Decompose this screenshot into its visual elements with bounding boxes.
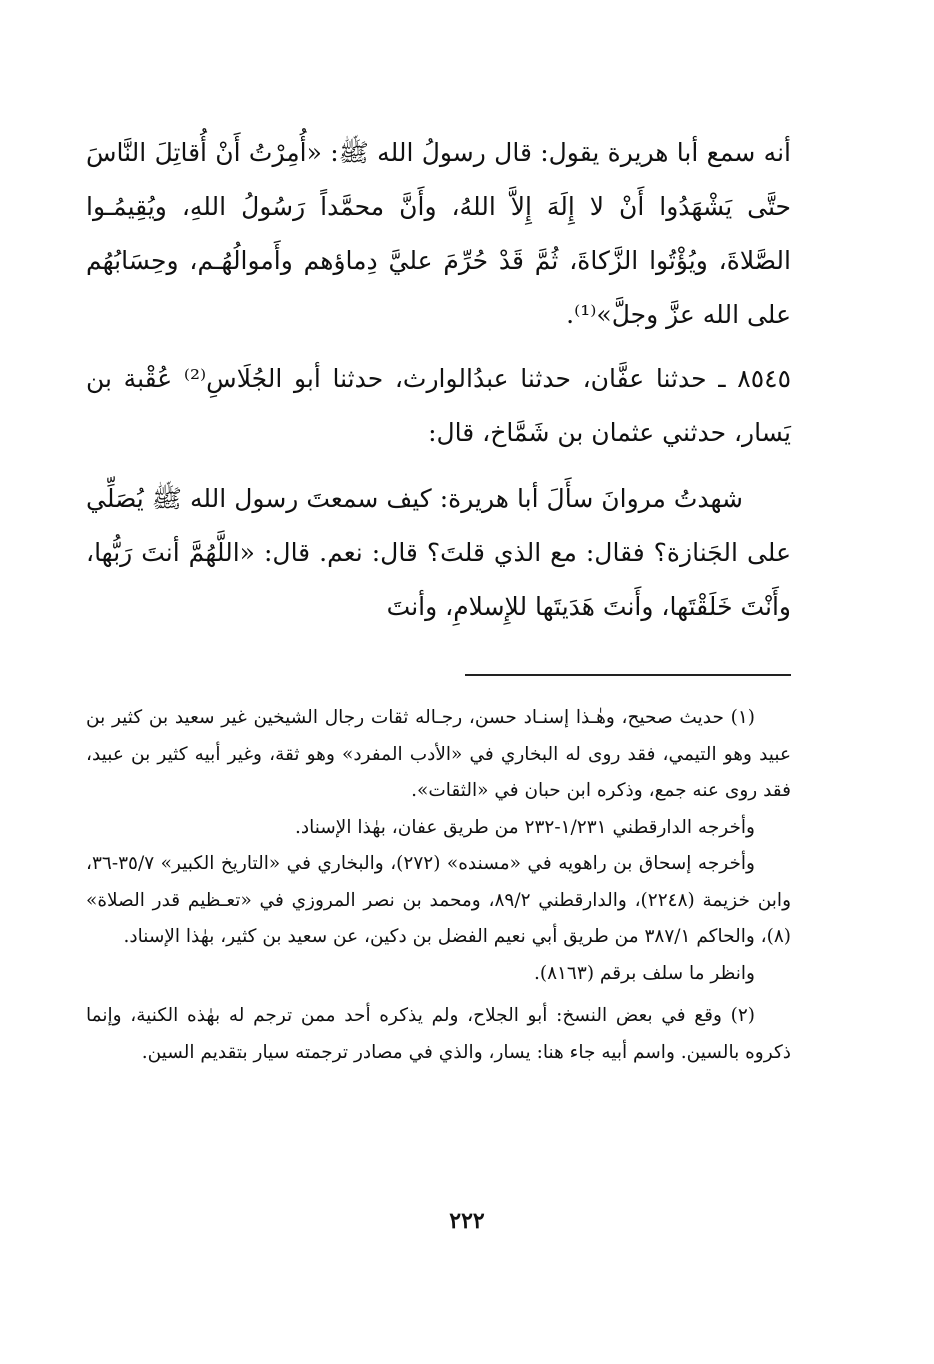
page-number: ٢٢٢ [449, 1208, 485, 1234]
footnote-1-see-also: وانظر ما سلف برقم (٨١٦٣). [533, 962, 755, 984]
hadith-paragraph-2: شهدتُ مروانَ سأَلَ أبا هريرة: كيف سمعتَ رسول الله ﷺ يُصَلِّي على الجَنازة؟ فقال: مع الذي قلتَ؟ قال: نعم. قال: «اللَّهُمَّ أنتَ رَبُّها، وأَنْتَ خَلَقْتَها، وأَنتَ هَدَيتَها للإِسلامِ، وأنتَ [86, 484, 791, 621]
footnote-2: (٢) وقع في بعض النسخ: أبو الجلاح، ولم يذكره أحد ممن ترجم له بهٰذه الكنية، وإنما ذكروه بالسين. واسم أبيه جاء هنا: يسار، والذي في مصادر ترجمته سيار بتقديم السين. [86, 1005, 791, 1063]
footnote-1-sources: وأخرجه إسحاق بن راهويه في «مسنده» (٢٧٢)، والبخاري في «التاريخ الكبير» ٣٥/٧-٣٦، وابن خزيمة (٢٢٤٨)، والدارقطني ٨٩/٢، ومحمد بن نصر المروزي في «تعـظيم قدر الصلاة» (٨)، والحاكم ٣٨٧/١ من طريق أبي نعيم الفضل بن دكين، عن سعيد بن كثير، بهٰذا الإسناد. [86, 853, 791, 947]
main-text [86, 126, 791, 634]
hadith-chain-8545: ٨٥٤٥ ـ حدثنا عفَّان، حدثنا عبدُالوارث، حدثنا أبو الجُلَاسِ⁽²⁾ عُقْبة بن يَسار، حدثني عثمان بن شَمَّاخ، قال: [86, 364, 791, 447]
footnote-1-daraqutni: وأخرجه الدارقطني ١/٢٣١-٢٣٢ من طريق عفان، بهٰذا الإسناد. [294, 816, 755, 838]
footnotes [86, 700, 791, 1071]
footnote-divider [465, 674, 791, 676]
footnote-1: (١) حديث صحيح، وهٰـذا إسنـاد حسن، رجـاله ثقات رجال الشيخين غير سعيد بن كثير بن عبيد وهو التيمي، فقد روى له البخاري في «الأدب المفرد» وهو ثقة، وغير أبيه كثير بن عبيد، فقد روى عنه جمع، وذكره ابن حبان في «الثقات». [86, 707, 791, 801]
hadith-paragraph-1: أنه سمع أبا هريرة يقول: قال رسولُ الله ﷺ: «أُمِرْتُ أَنْ أُقاتِلَ النَّاسَ حتَّى يَشْهَدُوا أَنْ لا إِلَهَ إِلاَّ اللهُ، وأَنَّ محمَّداً رَسُولُ اللهِ، ويُقِيمُـوا الصَّلاةَ، ويُؤْتُوا الزَّكاةَ، ثُمَّ قَدْ حُرِّمَ عليَّ دِماؤهم وأَموالُهُـم، وحِسَابُهُم على الله عزَّ وجلَّ»⁽¹⁾. [86, 138, 791, 329]
